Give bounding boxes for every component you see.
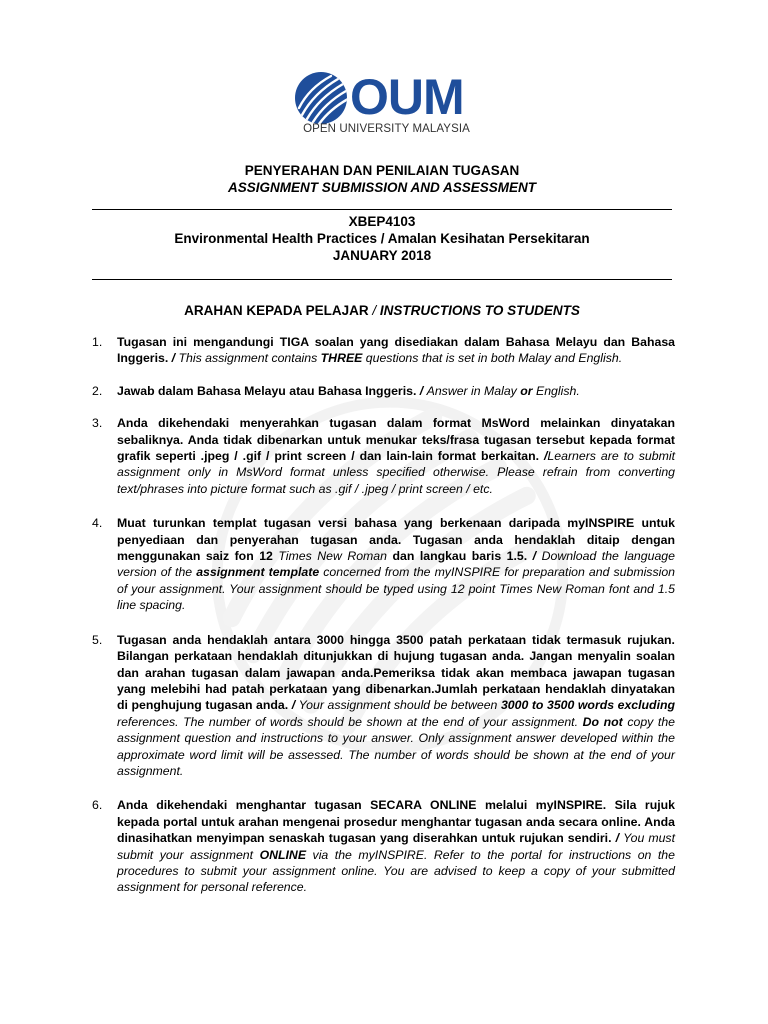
- course-semester: JANUARY 2018: [332, 248, 432, 263]
- course-name-separator: /: [376, 231, 388, 246]
- item-separator: /: [539, 449, 548, 464]
- item-number: 1.: [92, 335, 103, 349]
- logo-wordmark: OUM: [350, 69, 464, 125]
- header-titles: [92, 162, 672, 196]
- item-malay-text: Jawab dalam Bahasa Melayu: [117, 383, 290, 398]
- list-item: [92, 515, 675, 613]
- item-malay-text: dan langkau baris 1.5.: [386, 549, 528, 564]
- item-malay-text: Bahasa Inggeris.: [314, 383, 417, 398]
- item-english-text: You must submit your assignment: [117, 831, 675, 862]
- instructions-heading: [92, 302, 672, 319]
- item-malay-text: soalan yang disediakan dalam Bahasa Melayu dan Bahasa Inggeris.: [117, 335, 676, 366]
- item-malay-emphasis: TIGA: [279, 335, 309, 349]
- item-english-emphasis: 3000 to 3500 words excluding: [500, 698, 676, 713]
- instructions-heading-english: INSTRUCTIONS TO STUDENTS: [379, 303, 580, 318]
- item-malay-text: hingga: [343, 632, 397, 647]
- item-malay-text: patah perkataan: [423, 632, 532, 647]
- item-english-text: references. The number of words should be shown at the end of your assignment.: [117, 714, 583, 729]
- item-malay-emphasis: Jangan: [529, 649, 573, 664]
- item-malay-emphasis: 3500: [396, 632, 424, 647]
- item-english-text: Download the language version of the: [117, 549, 675, 580]
- item-english-text: via the myINSPIRE. Refer to the portal for instructions on the procedures to submit your assignment online. You are advised to keep a copy of your submitted assignment for personal reference.: [117, 847, 675, 895]
- item-english-emphasis: THREE: [320, 351, 363, 366]
- item-english-text: concerned from the myINSPIRE for preparation and submission of your assignment. Your assignment should be typed using 12 point Times New Roman font and 1.5 line spacing.: [117, 565, 676, 613]
- item-english-text: This assignment contains: [178, 351, 321, 366]
- item-malay-text: Anda dikehendaki menyerahkan tugasan dalam format MsWord melainkan dinyatakan sebaliknya. Anda tidak dibenarkan untuk menukar teks/frasa tugasan tersebut kepada format grafik seperti .jpeg / .gif / print screen / dan lain-lain format berkaitan.: [117, 416, 675, 464]
- list-item: [92, 632, 675, 780]
- oum-logo-mark-icon: [294, 71, 348, 125]
- item-separator: /: [527, 549, 542, 564]
- item-separator: /: [288, 698, 299, 713]
- title-english: ASSIGNMENT SUBMISSION AND ASSESSMENT: [227, 180, 537, 195]
- item-number: 2.: [92, 383, 103, 398]
- divider-bottom: [92, 279, 672, 280]
- item-malay-text: melalui myINSPIRE. Sila rujuk kepada portal untuk arahan mengenai prosedur menghantar tugasan anda secara online. Anda dinasihatkan menyimpan senaskah tugasan yang diserahkan untuk rujukan sendiri.: [117, 798, 675, 846]
- item-malay-text: termasuk rujukan. Bilangan perkataan hendaklah ditunjukkan di hujung tugasan anda.: [117, 632, 675, 664]
- instructions-heading-malay: ARAHAN KEPADA PELAJAR: [184, 303, 369, 318]
- item-english-text: questions that is set in both Malay and English.: [362, 351, 623, 366]
- item-malay-text: Anda dikehendaki menghantar tugasan: [117, 798, 371, 813]
- item-malay-text: Tugasan anda hendaklah antara: [117, 632, 317, 647]
- item-english-text: English.: [532, 383, 580, 398]
- item-malay-text: Muat turunkan: [117, 516, 213, 531]
- item-separator: /: [611, 831, 624, 846]
- course-info: [92, 213, 672, 264]
- item-number: 5.: [92, 632, 103, 647]
- item-english-emphasis: or: [520, 383, 533, 398]
- item-malay-text: tugasan versi bahasa yang berkenaan daripada myINSPIRE untuk penyediaan dan penyerahan tugasan anda. Tugasan anda hendaklah ditaip dengan menggunakan saiz fon 12: [117, 516, 675, 564]
- item-separator: /: [168, 351, 179, 366]
- item-english-emphasis: Do not: [582, 714, 623, 729]
- course-name-english: Environmental Health Practices: [174, 231, 377, 246]
- divider-top: [92, 209, 672, 210]
- oum-logo: [294, 70, 479, 140]
- list-item: [92, 334, 675, 367]
- item-malay-emphasis: 3000: [316, 632, 344, 647]
- item-malay-text: Tugasan ini mengandungi: [117, 335, 280, 349]
- instruction-list: [92, 334, 675, 912]
- item-english-emphasis: ONLINE: [259, 847, 307, 862]
- list-item: [92, 415, 675, 497]
- list-item: [92, 383, 675, 399]
- item-malay-text: menyalin soalan dan arahan tugasan dalam jawapan anda.Pemeriksa tidak akan membaca jawapan tugasan yang melebihi had patah perkataan yang dibenarkan.Jumlah perkataan hendaklah dinyatakan di penghujung tugasan anda.: [117, 649, 675, 713]
- list-item: [92, 797, 675, 895]
- item-separator: /: [416, 383, 427, 398]
- item-malay-font-name: Times New Roman: [278, 549, 387, 564]
- item-english-text: copy the assignment question and instructions to your answer. Only assignment answer developed within the approximate word limit will be assessed. The number of words should be shown at the end of your assignment.: [117, 714, 675, 778]
- course-name-malay: Amalan Kesihatan Persekitaran: [387, 231, 590, 246]
- item-malay-emphasis: SECARA ONLINE: [370, 798, 477, 813]
- item-number: 3.: [92, 416, 103, 431]
- instructions-heading-separator: /: [368, 303, 380, 318]
- item-english-emphasis: assignment template: [196, 565, 320, 580]
- item-malay-emphasis: templat: [212, 516, 257, 531]
- item-english-text: Answer in Malay: [426, 383, 521, 398]
- course-code: XBEP4103: [348, 214, 416, 229]
- item-number: 4.: [92, 516, 103, 531]
- item-number: 6.: [92, 798, 103, 813]
- course-name: [92, 230, 672, 247]
- item-english-text: Your assignment should be between: [298, 698, 501, 713]
- logo-subtitle: OPEN UNIVERSITY MALAYSIA: [303, 123, 470, 135]
- title-malay: PENYERAHAN DAN PENILAIAN TUGASAN: [244, 163, 520, 178]
- item-english-text: Learners are to submit assignment only in MsWord format unless specified otherwise. Please refrain from converting text/phrases into picture format such as .gif / .jpeg / print screen / etc.: [117, 449, 676, 496]
- item-malay-emphasis: tidak: [531, 632, 561, 647]
- item-malay-emphasis: atau: [289, 383, 315, 398]
